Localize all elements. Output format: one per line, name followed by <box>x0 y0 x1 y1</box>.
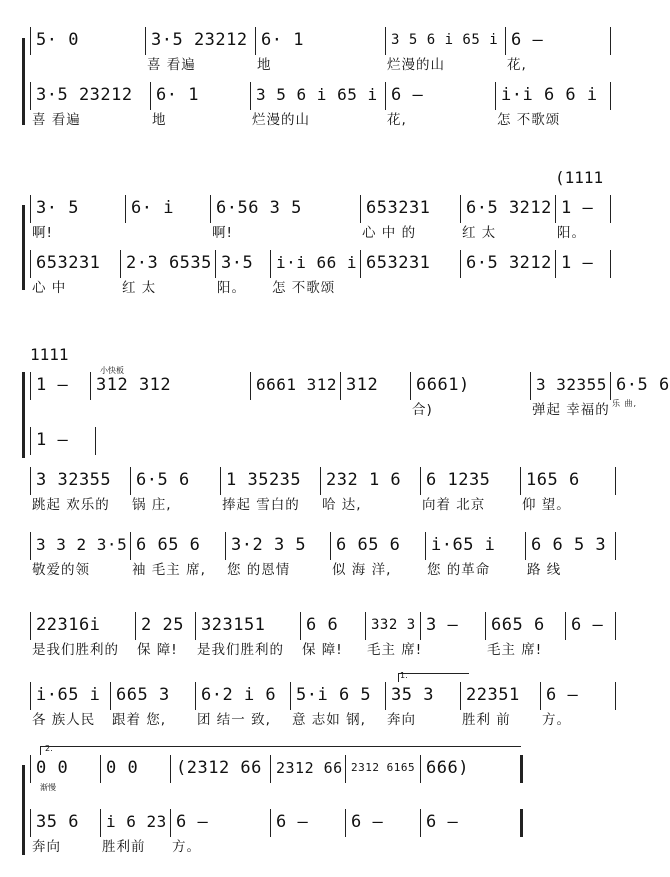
staff-row <box>0 27 637 73</box>
lyric-text: 阳。 <box>217 280 246 296</box>
measure-notes: 3 3 2 3·5 <box>36 535 128 554</box>
measure-notes: 6661 312 <box>256 375 338 394</box>
measure-notes: 2·3 6535 <box>126 253 212 273</box>
measure-notes: 165 6 <box>526 470 580 490</box>
measure-notes: 6 – <box>351 812 384 832</box>
staff-row <box>0 755 637 781</box>
measure-notes: 3 32355 <box>36 470 112 490</box>
measure-notes: 6 1235 <box>426 470 491 490</box>
lyric-text: 毛主 席! <box>487 642 543 658</box>
measure-notes: 332 3 <box>371 617 416 633</box>
lyric-text: 捧起 雪白的 <box>222 497 300 513</box>
measure-notes: 3·5 23212 <box>36 85 133 105</box>
lyric-text: 弹起 幸福的 <box>532 402 610 418</box>
measure-notes: 22351 <box>466 685 520 705</box>
staff-row <box>0 195 637 241</box>
lyric-text: 敬爱的领 <box>32 562 90 578</box>
lyric-text: 啊! <box>212 225 233 241</box>
lyric-text: 锅 庄, <box>132 497 172 513</box>
volta-bracket <box>40 746 521 755</box>
lyric-text: 啊! <box>32 225 53 241</box>
measure-notes: 653231 <box>366 198 431 218</box>
lyric-text: 阳。 <box>557 225 586 241</box>
measure-notes: 232 1 6 <box>326 470 402 490</box>
tempo-marking: 小快板 <box>100 366 124 375</box>
lyric-text: 袖 毛主 席, <box>132 562 206 578</box>
volta-label: 1. <box>400 671 408 680</box>
lyric-text: 怎 不歌颂 <box>272 280 336 296</box>
lyric-text: 方。 <box>172 839 201 855</box>
staff-row <box>0 532 637 578</box>
measure-notes: 6 – <box>546 685 579 705</box>
measure-notes: 1 – <box>561 253 594 273</box>
measure-notes: 6 65 6 <box>336 535 401 555</box>
lyric-text: 胜利前 <box>102 839 146 855</box>
lyric-text: 您 的革命 <box>427 562 491 578</box>
lyric-text: 胜利 前 <box>462 712 511 728</box>
measure-notes: 3·5 23212 <box>151 30 248 50</box>
measure-notes: 665 6 <box>491 615 545 635</box>
system-bracket <box>22 372 25 458</box>
measure-notes: i 6 23 <box>106 812 167 831</box>
lyric-text: 花, <box>507 57 527 73</box>
staff-row <box>0 82 637 128</box>
measure-notes: 6 6 5 3 <box>531 535 607 555</box>
measure-notes: 653231 <box>366 253 431 273</box>
measure-notes: 3 32355 <box>536 375 607 394</box>
measure-notes: 3·2 3 5 <box>231 535 307 555</box>
measure-notes: 312 <box>346 375 379 395</box>
system-bracket <box>22 205 25 290</box>
measure-notes: 6 – <box>511 30 544 50</box>
measure-notes: 2 25 <box>141 615 184 635</box>
measure-notes: 6·2 i 6 <box>201 685 277 705</box>
measure-notes: 6 – <box>276 812 309 832</box>
lyric-text: 地 <box>257 57 272 73</box>
measure-notes: 6 – <box>571 615 604 635</box>
measure-notes: 0 0 <box>36 758 69 778</box>
tempo-marking: 渐慢 <box>40 783 56 792</box>
measure-notes: 6·56 3 5 <box>216 198 302 218</box>
annotation-text: (1111 <box>555 168 604 187</box>
measure-notes: 6·5 3212 <box>466 253 552 273</box>
measure-notes: 6·5 6 <box>136 470 190 490</box>
measure-notes: 6·5 6 <box>616 375 670 395</box>
measure-notes: 35 6 <box>36 812 79 832</box>
lyric-text: 怎 不歌颂 <box>497 112 561 128</box>
lyric-text: 您 的恩情 <box>227 562 291 578</box>
measure-notes: 323151 <box>201 615 266 635</box>
measure-notes: i·65 i <box>36 685 101 705</box>
lyric-text: 心 中 <box>32 280 67 296</box>
lyric-text: 路 线 <box>527 562 562 578</box>
measure-notes: 6 65 6 <box>136 535 201 555</box>
measure-notes: 653231 <box>36 253 101 273</box>
measure-notes: 6 6 <box>306 615 339 635</box>
measure-notes: 3 5 6 i 65 i <box>391 32 499 48</box>
measure-notes: 6· 1 <box>261 30 304 50</box>
staff-row <box>0 682 637 728</box>
lyric-text: 跟着 您, <box>112 712 167 728</box>
lyric-text: 各 族人民 <box>32 712 96 728</box>
measure-notes: 3·5 <box>221 253 254 273</box>
measure-notes: 1 – <box>36 430 69 450</box>
lyric-text: 奔向 <box>387 712 416 728</box>
lyric-text: 奔向 <box>32 839 61 855</box>
measure-notes: 3 5 6 i 65 i <box>256 85 378 104</box>
lyric-text: 是我们胜利的 <box>197 642 284 658</box>
lyric-text: 跳起 欢乐的 <box>32 497 110 513</box>
lyric-text: 毛主 席! <box>367 642 423 658</box>
staff-row <box>0 612 637 658</box>
lyric-text: 烂漫的山 <box>387 57 445 73</box>
measure-notes: 1 35235 <box>226 470 302 490</box>
lyric-text: 保 障! <box>137 642 178 658</box>
lyric-text: 红 太 <box>122 280 157 296</box>
lyric-text: 红 太 <box>462 225 497 241</box>
lyric-text: 方。 <box>542 712 571 728</box>
measure-notes: i·i 6 6 i <box>501 85 598 105</box>
lyric-text: 喜 看遍 <box>32 112 81 128</box>
measure-notes: 1 – <box>561 198 594 218</box>
measure-notes: 5· 0 <box>36 30 79 50</box>
measure-notes: 1 – <box>36 375 69 395</box>
lyric-text: 仰 望。 <box>522 497 571 513</box>
measure-notes: 3 – <box>426 615 459 635</box>
measure-notes: 665 3 <box>116 685 170 705</box>
lyric-text: 似 海 洋, <box>332 562 392 578</box>
measure-notes: 5·i 6 5 <box>296 685 372 705</box>
lyric-text: 花, <box>387 112 407 128</box>
measure-notes: i·65 i <box>431 535 496 555</box>
measure-notes: i·i 66 i <box>276 253 358 272</box>
measure-notes: 6 – <box>391 85 424 105</box>
volta-bracket <box>398 673 469 682</box>
lyric-text: 团 结一 致, <box>197 712 271 728</box>
measure-notes: 6·5 3212 <box>466 198 552 218</box>
lyric-text: 乐 曲, <box>612 399 638 408</box>
lyric-text: 合) <box>412 402 433 418</box>
lyric-text: 意 志如 钢, <box>292 712 366 728</box>
measure-notes: 6· i <box>131 198 174 218</box>
measure-notes: 6 – <box>426 812 459 832</box>
system-bracket <box>22 765 25 855</box>
measure-notes: 22316i <box>36 615 101 635</box>
lyric-text: 地 <box>152 112 167 128</box>
staff-row <box>0 427 637 453</box>
lyric-text: 保 障! <box>302 642 343 658</box>
staff-row <box>0 372 670 418</box>
system-bracket <box>22 38 25 125</box>
measure-notes: 2312 6165 <box>351 761 416 774</box>
measure-notes: 666) <box>426 758 469 778</box>
lyric-text: 向着 北京 <box>422 497 486 513</box>
lyric-text: 哈 达, <box>322 497 362 513</box>
lyric-text: 喜 看遍 <box>147 57 196 73</box>
measure-notes: 35 3 <box>391 685 434 705</box>
measure-notes: 6· 1 <box>156 85 199 105</box>
measure-notes: 6 – <box>176 812 209 832</box>
staff-row <box>0 809 637 855</box>
measure-notes: 6661) <box>416 375 470 395</box>
measure-notes: 2312 66 <box>276 759 343 777</box>
measure-notes: 3· 5 <box>36 198 79 218</box>
measure-notes: (2312 66 <box>176 758 262 778</box>
annotation-text: 1111 <box>30 345 69 364</box>
staff-row <box>0 250 637 296</box>
lyric-text: 是我们胜利的 <box>32 642 119 658</box>
measure-notes: 312 312 <box>96 375 172 395</box>
lyric-text: 心 中 的 <box>362 225 417 241</box>
volta-label: 2. <box>45 744 53 753</box>
measure-notes: 0 0 <box>106 758 139 778</box>
staff-row <box>0 467 637 513</box>
lyric-text: 烂漫的山 <box>252 112 310 128</box>
